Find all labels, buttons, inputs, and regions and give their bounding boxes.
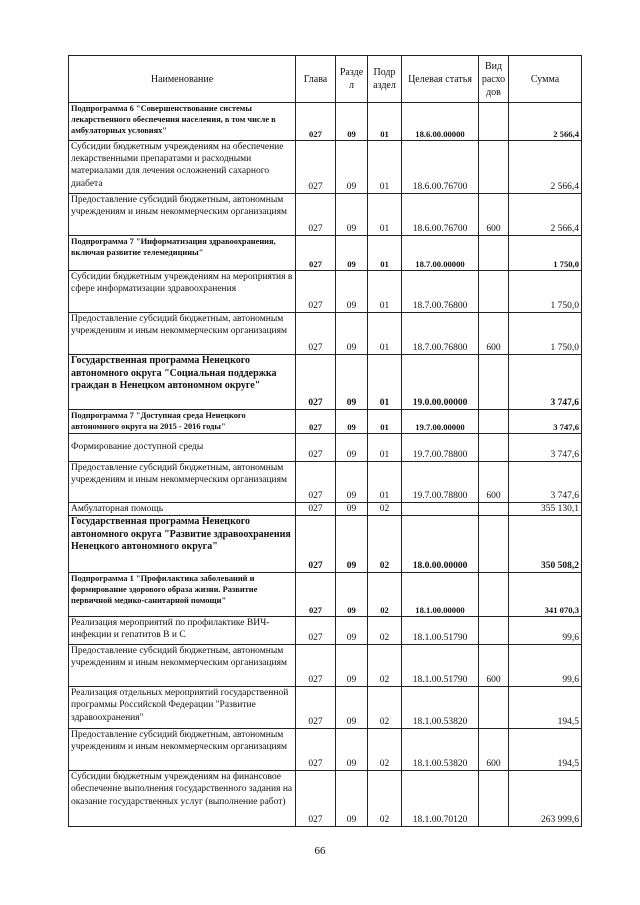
row-subsection: 02 bbox=[368, 516, 402, 573]
row-section: 09 bbox=[336, 271, 368, 313]
row-target: 18.1.00.53820 bbox=[402, 729, 479, 771]
row-amount: 2 566,4 bbox=[509, 194, 582, 236]
row-amount: 350 508,2 bbox=[509, 516, 582, 573]
row-amount: 194,5 bbox=[509, 687, 582, 729]
row-amount: 341 070,3 bbox=[509, 573, 582, 617]
header-chapter: Глава bbox=[296, 56, 336, 103]
table-header-row bbox=[69, 56, 582, 103]
row-section: 09 bbox=[336, 687, 368, 729]
row-target: 18.1.00.51790 bbox=[402, 617, 479, 645]
row-amount: 99,6 bbox=[509, 617, 582, 645]
row-section: 09 bbox=[336, 355, 368, 410]
row-chapter: 027 bbox=[296, 516, 336, 573]
row-name: Предоставление субсидий бюджетным, автономным учреждениям и иным некоммерческим организациям bbox=[69, 194, 296, 236]
row-section: 09 bbox=[336, 313, 368, 355]
header-exp-type: Вид расхо дов bbox=[479, 56, 509, 103]
row-section: 09 bbox=[336, 434, 368, 462]
row-section: 09 bbox=[336, 516, 368, 573]
row-target: 18.6.00.00000 bbox=[402, 103, 479, 141]
table-row bbox=[69, 355, 582, 410]
table-row bbox=[69, 236, 582, 271]
row-section: 09 bbox=[336, 410, 368, 434]
row-name: Реализация отдельных мероприятий государственной программы Российской Федерации "Развитие здравоохранения" bbox=[69, 687, 296, 729]
row-subsection: 01 bbox=[368, 355, 402, 410]
row-target: 19.7.00.78800 bbox=[402, 434, 479, 462]
header-section: Разде л bbox=[336, 56, 368, 103]
row-exp-type: 600 bbox=[479, 729, 509, 771]
row-chapter: 027 bbox=[296, 271, 336, 313]
row-amount: 1 750,0 bbox=[509, 313, 582, 355]
row-target: 19.7.00.78800 bbox=[402, 462, 479, 503]
row-name: Предоставление субсидий бюджетным, автономным учреждениям и иным некоммерческим организациям bbox=[69, 462, 296, 503]
row-exp-type bbox=[479, 410, 509, 434]
row-chapter: 027 bbox=[296, 771, 336, 827]
table-row bbox=[69, 771, 582, 827]
row-section: 09 bbox=[336, 645, 368, 687]
row-subsection: 02 bbox=[368, 573, 402, 617]
row-exp-type bbox=[479, 236, 509, 271]
row-exp-type bbox=[479, 516, 509, 573]
header-amount: Сумма bbox=[509, 56, 582, 103]
row-amount: 355 130,1 bbox=[509, 503, 582, 516]
row-name: Формирование доступной среды bbox=[69, 434, 296, 462]
table-row bbox=[69, 194, 582, 236]
row-section: 09 bbox=[336, 462, 368, 503]
row-target: 19.0.00.00000 bbox=[402, 355, 479, 410]
row-subsection: 02 bbox=[368, 687, 402, 729]
row-target: 18.7.00.76800 bbox=[402, 271, 479, 313]
row-target: 18.0.00.00000 bbox=[402, 516, 479, 573]
table-row bbox=[69, 617, 582, 645]
row-exp-type bbox=[479, 355, 509, 410]
row-target: 19.7.00.00000 bbox=[402, 410, 479, 434]
row-chapter: 027 bbox=[296, 617, 336, 645]
row-name: Подпрограмма 7 "Информатизация здравоохранения, включая развитие телемедицины" bbox=[69, 236, 296, 271]
row-section: 09 bbox=[336, 141, 368, 194]
table-row bbox=[69, 503, 582, 516]
row-chapter: 027 bbox=[296, 573, 336, 617]
row-name: Подпрограмма 6 "Совершенствование системы лекарственного обеспечения населения, в том числе в амбулаторных условиях" bbox=[69, 103, 296, 141]
row-name: Предоставление субсидий бюджетным, автономным учреждениям и иным некоммерческим организациям bbox=[69, 645, 296, 687]
row-amount: 194,5 bbox=[509, 729, 582, 771]
row-exp-type bbox=[479, 271, 509, 313]
row-target: 18.1.00.53820 bbox=[402, 687, 479, 729]
row-chapter: 027 bbox=[296, 434, 336, 462]
row-chapter: 027 bbox=[296, 645, 336, 687]
row-chapter: 027 bbox=[296, 313, 336, 355]
table-row bbox=[69, 573, 582, 617]
row-amount: 3 747,6 bbox=[509, 434, 582, 462]
row-target: 18.6.00.76700 bbox=[402, 141, 479, 194]
row-section: 09 bbox=[336, 103, 368, 141]
row-chapter: 027 bbox=[296, 503, 336, 516]
row-name: Предоставление субсидий бюджетным, автономным учреждениям и иным некоммерческим организациям bbox=[69, 313, 296, 355]
row-amount: 3 747,6 bbox=[509, 355, 582, 410]
table-row bbox=[69, 103, 582, 141]
row-subsection: 02 bbox=[368, 771, 402, 827]
budget-table bbox=[68, 55, 582, 827]
row-chapter: 027 bbox=[296, 355, 336, 410]
row-chapter: 027 bbox=[296, 687, 336, 729]
row-amount: 3 747,6 bbox=[509, 462, 582, 503]
row-target: 18.1.00.51790 bbox=[402, 645, 479, 687]
row-subsection: 01 bbox=[368, 410, 402, 434]
table-row bbox=[69, 462, 582, 503]
row-target: 18.6.00.76700 bbox=[402, 194, 479, 236]
table-row bbox=[69, 434, 582, 462]
row-section: 09 bbox=[336, 771, 368, 827]
page-number: 66 bbox=[314, 845, 326, 857]
row-amount: 1 750,0 bbox=[509, 236, 582, 271]
row-name: Реализация мероприятий по профилактике ВИЧ-инфекции и гепатитов В и С bbox=[69, 617, 296, 645]
row-subsection: 01 bbox=[368, 236, 402, 271]
row-subsection: 01 bbox=[368, 194, 402, 236]
row-chapter: 027 bbox=[296, 236, 336, 271]
row-name: Предоставление субсидий бюджетным, автономным учреждениям и иным некоммерческим организациям bbox=[69, 729, 296, 771]
row-name: Субсидии бюджетным учреждениям на обеспечение лекарственными препаратами и расходными материалами для лечения осложнений сахарного диабета bbox=[69, 141, 296, 194]
row-exp-type bbox=[479, 687, 509, 729]
table-row bbox=[69, 141, 582, 194]
header-subsection: Подр аздел bbox=[368, 56, 402, 103]
row-exp-type bbox=[479, 573, 509, 617]
row-subsection: 02 bbox=[368, 729, 402, 771]
row-name: Подпрограмма 7 "Доступная среда Ненецкого автономного округа на 2015 - 2016 годы" bbox=[69, 410, 296, 434]
row-subsection: 01 bbox=[368, 141, 402, 194]
row-subsection: 02 bbox=[368, 645, 402, 687]
row-name: Государственная программа Ненецкого автономного округа "Социальная поддержка граждан в Ненецком автономном округе" bbox=[69, 355, 296, 410]
row-exp-type bbox=[479, 141, 509, 194]
row-exp-type bbox=[479, 434, 509, 462]
table-row bbox=[69, 313, 582, 355]
table-row bbox=[69, 729, 582, 771]
table-row bbox=[69, 410, 582, 434]
row-chapter: 027 bbox=[296, 462, 336, 503]
row-chapter: 027 bbox=[296, 410, 336, 434]
row-section: 09 bbox=[336, 503, 368, 516]
row-name: Государственная программа Ненецкого автономного округа "Развитие здравоохранения Ненецкого автономного округа" bbox=[69, 516, 296, 573]
row-subsection: 01 bbox=[368, 103, 402, 141]
row-subsection: 01 bbox=[368, 462, 402, 503]
row-target: 18.7.00.76800 bbox=[402, 313, 479, 355]
row-subsection: 02 bbox=[368, 617, 402, 645]
table-row bbox=[69, 271, 582, 313]
row-name: Субсидии бюджетным учреждениям на финансовое обеспечение выполнения государственного задания на оказание государственных услуг (выполнение работ) bbox=[69, 771, 296, 827]
table-row bbox=[69, 687, 582, 729]
row-exp-type bbox=[479, 503, 509, 516]
row-subsection: 01 bbox=[368, 313, 402, 355]
row-amount: 1 750,0 bbox=[509, 271, 582, 313]
row-exp-type: 600 bbox=[479, 645, 509, 687]
row-amount: 263 999,6 bbox=[509, 771, 582, 827]
row-section: 09 bbox=[336, 573, 368, 617]
table-row bbox=[69, 645, 582, 687]
row-subsection: 01 bbox=[368, 434, 402, 462]
row-amount: 99,6 bbox=[509, 645, 582, 687]
row-amount: 2 566,4 bbox=[509, 103, 582, 141]
row-exp-type bbox=[479, 103, 509, 141]
row-section: 09 bbox=[336, 236, 368, 271]
row-exp-type bbox=[479, 771, 509, 827]
row-section: 09 bbox=[336, 194, 368, 236]
row-chapter: 027 bbox=[296, 103, 336, 141]
row-name: Подпрограмма 1 "Профилактика заболеваний и формирование здорового образа жизни. Развитие первичной медико-санитарной помощи" bbox=[69, 573, 296, 617]
row-chapter: 027 bbox=[296, 141, 336, 194]
row-section: 09 bbox=[336, 617, 368, 645]
row-target: 18.1.00.70120 bbox=[402, 771, 479, 827]
row-subsection: 01 bbox=[368, 271, 402, 313]
header-target: Целевая статья bbox=[402, 56, 479, 103]
row-amount: 2 566,4 bbox=[509, 141, 582, 194]
row-chapter: 027 bbox=[296, 729, 336, 771]
row-exp-type: 600 bbox=[479, 194, 509, 236]
header-name: Наименование bbox=[69, 56, 296, 103]
row-exp-type: 600 bbox=[479, 462, 509, 503]
row-name: Амбулаторная помощь bbox=[69, 503, 296, 516]
row-target: 18.7.00.00000 bbox=[402, 236, 479, 271]
row-amount: 3 747,6 bbox=[509, 410, 582, 434]
row-chapter: 027 bbox=[296, 194, 336, 236]
row-subsection: 02 bbox=[368, 503, 402, 516]
row-exp-type bbox=[479, 617, 509, 645]
row-target bbox=[402, 503, 479, 516]
row-target: 18.1.00.00000 bbox=[402, 573, 479, 617]
table-row bbox=[69, 516, 582, 573]
row-section: 09 bbox=[336, 729, 368, 771]
row-name: Субсидии бюджетным учреждениям на мероприятия в сфере информатизации здравоохранения bbox=[69, 271, 296, 313]
row-exp-type: 600 bbox=[479, 313, 509, 355]
